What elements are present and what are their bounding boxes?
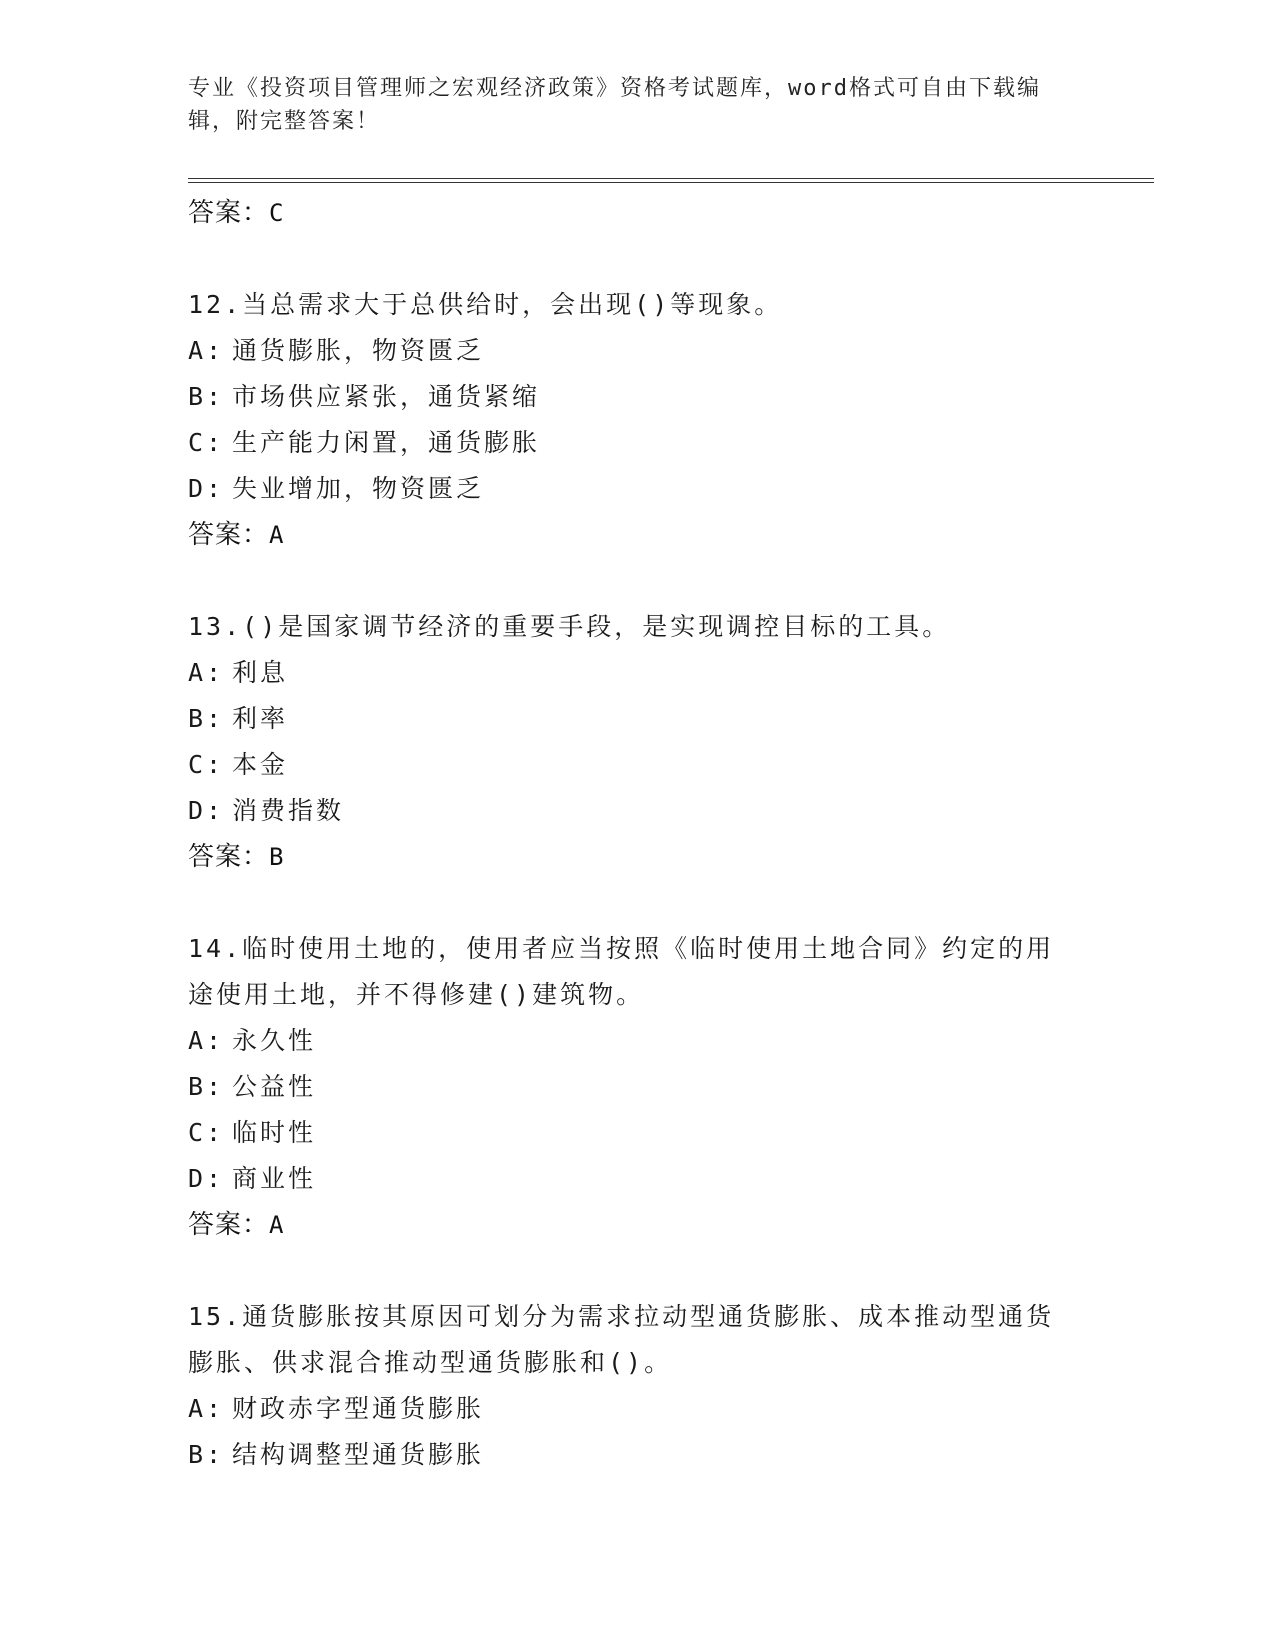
option-key: A:	[188, 336, 225, 365]
question-text: 12.当总需求大于总供给时，会出现()等现象。	[188, 290, 783, 319]
option-text: 市场供应紧张，通货紧缩	[232, 382, 541, 411]
answer-label: 答案：	[188, 1210, 270, 1240]
option-text: 生产能力闲置，通货膨胀	[232, 428, 541, 457]
option-key: C:	[188, 1118, 225, 1147]
question-14	[188, 926, 1088, 1248]
option-key: D:	[188, 1164, 225, 1193]
option-d	[188, 1156, 1088, 1202]
option-text: 利率	[232, 704, 289, 733]
option-text: 消费指数	[232, 796, 345, 825]
header-divider	[188, 178, 1154, 183]
answer-value: B	[269, 843, 285, 871]
option-d	[188, 466, 1088, 512]
option-text: 财政赤字型通货膨胀	[232, 1394, 485, 1423]
option-key: A:	[188, 1394, 225, 1423]
option-key: C:	[188, 428, 225, 457]
option-text: 利息	[232, 658, 289, 687]
option-b	[188, 374, 1088, 420]
option-key: D:	[188, 796, 225, 825]
option-key: A:	[188, 658, 225, 687]
option-c	[188, 1110, 1088, 1156]
option-key: A:	[188, 1026, 225, 1055]
question-12	[188, 282, 1088, 558]
option-text: 失业增加，物资匮乏	[232, 474, 485, 503]
answer-label: 答案：	[188, 520, 270, 550]
question-15	[188, 1294, 1088, 1478]
question-13	[188, 604, 1088, 880]
question-text: 15.通货膨胀按其原因可划分为需求拉动型通货膨胀、成本推动型通货膨胀、供求混合推动型通货膨胀和()。	[188, 1302, 1055, 1377]
question-list	[188, 190, 1088, 1478]
option-a	[188, 1018, 1088, 1064]
option-text: 公益性	[232, 1072, 317, 1101]
option-text: 本金	[232, 750, 289, 779]
answer-line	[188, 834, 1088, 880]
question-text: 13.()是国家调节经济的重要手段，是实现调控目标的工具。	[188, 612, 951, 641]
question-text: 14.临时使用土地的，使用者应当按照《临时使用土地合同》约定的用途使用土地，并不得修建()建筑物。	[188, 934, 1055, 1009]
option-key: D:	[188, 474, 225, 503]
option-b	[188, 696, 1088, 742]
option-b	[188, 1064, 1088, 1110]
option-key: C:	[188, 750, 225, 779]
answer-label: 答案：	[188, 198, 270, 228]
option-text: 通货膨胀，物资匮乏	[232, 336, 485, 365]
answer-label: 答案：	[188, 842, 270, 872]
header-line-1: 专业《投资项目管理师之宏观经济政策》资格考试题库，word格式可自由下载编	[188, 76, 1041, 101]
option-text: 商业性	[232, 1164, 317, 1193]
option-d	[188, 788, 1088, 834]
header-line-2: 辑，附完整答案！	[188, 109, 381, 134]
option-b	[188, 1432, 1088, 1478]
option-a	[188, 328, 1088, 374]
option-key: B:	[188, 1440, 225, 1469]
answer-value: C	[269, 199, 285, 227]
option-key: B:	[188, 704, 225, 733]
option-key: B:	[188, 382, 225, 411]
document-header	[188, 72, 1068, 138]
answer-value: A	[269, 521, 285, 549]
option-a	[188, 650, 1088, 696]
option-key: B:	[188, 1072, 225, 1101]
answer-line	[188, 512, 1088, 558]
answer-value: A	[269, 1211, 285, 1239]
answer-line	[188, 190, 1088, 236]
option-text: 临时性	[232, 1118, 317, 1147]
option-c	[188, 420, 1088, 466]
option-a	[188, 1386, 1088, 1432]
option-text: 永久性	[232, 1026, 317, 1055]
option-text: 结构调整型通货膨胀	[232, 1440, 485, 1469]
answer-line	[188, 1202, 1088, 1248]
option-c	[188, 742, 1088, 788]
